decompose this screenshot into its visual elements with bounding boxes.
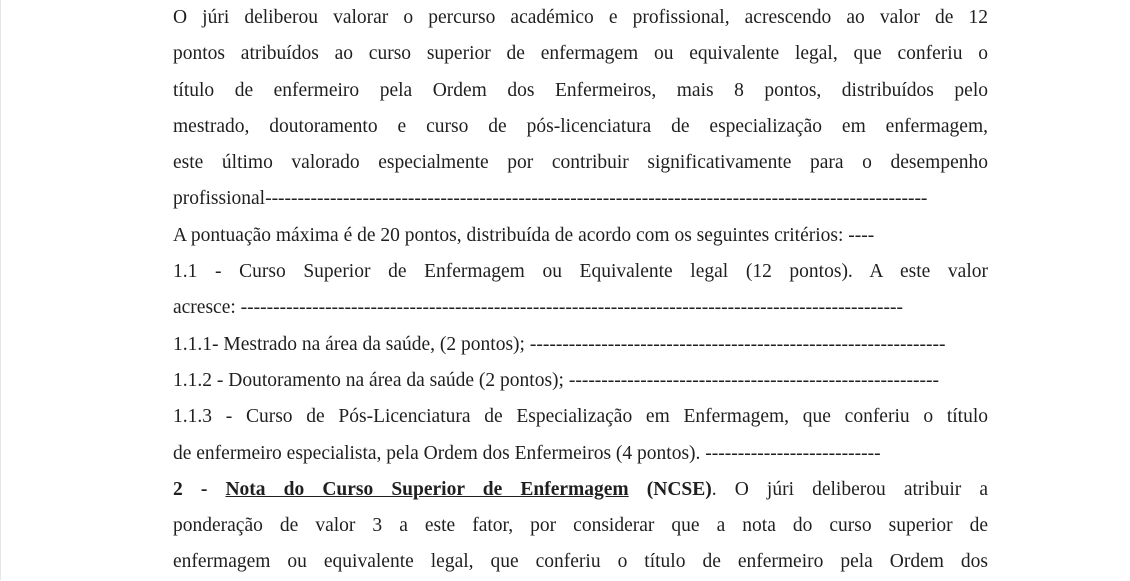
criterion-1-1-2-line: 1.1.2 - Doutoramento na área da saúde (2 pontos); ---------------------------------------------------------: [173, 369, 939, 391]
criterion-1-1-3-line: 1.1.3 - Curso de Pós-Licenciatura de Especialização em Enfermagem, que conferiu o título: [173, 406, 988, 428]
paragraph-line: O júri deliberou valorar o percurso académico e profissional, acrescendo ao valor de 12: [173, 7, 988, 28]
paragraph-line: ponderação de valor 3 a este fator, por considerar que a nota do curso superior de: [173, 515, 988, 537]
paragraph-line: este último valorado especialmente por contribuir significativamente para o desempenho: [173, 152, 988, 174]
section-2-abbrev: (NCSE): [646, 478, 712, 500]
paragraph-line: título de enfermeiro pela Ordem dos Enfermeiros, mais 8 pontos, distribuídos pelo: [173, 79, 988, 101]
section-2-number: 2 -: [173, 478, 208, 500]
section-2-text: . O júri deliberou atribuir a: [711, 478, 988, 500]
section-2-heading-line: [173, 472, 988, 508]
criterion-1-1-line: 1.1 - Curso Superior de Enfermagem ou Equivalente legal (12 pontos). A este valor: [173, 261, 988, 283]
paragraph-line: mestrado, doutoramento e curso de pós-licenciatura de especialização em enfermagem,: [173, 115, 988, 137]
criteria-intro-line: A pontuação máxima é de 20 pontos, distribuída de acordo com os seguintes critérios: ----: [173, 224, 875, 246]
paragraph-line: profissional------------------------------------------------------------------------------------------------------: [173, 188, 928, 210]
document-body: [173, 0, 988, 581]
criterion-1-1-line: acresce: ------------------------------------------------------------------------------------------------------: [173, 297, 904, 319]
criterion-1-1-1-line: 1.1.1- Mestrado na área da saúde, (2 pontos); ----------------------------------------------------------------: [173, 333, 946, 355]
paragraph-line: pontos atribuídos ao curso superior de enfermagem ou equivalente legal, que conferiu o: [173, 43, 988, 65]
paragraph-line: enfermagem ou equivalente legal, que conferiu o título de enfermeiro pela Ordem dos: [173, 551, 988, 573]
criterion-1-1-3-line: de enfermeiro especialista, pela Ordem dos Enfermeiros (4 pontos). ---------------------------: [173, 442, 881, 464]
section-2-title: Nota do Curso Superior de Enfermagem: [225, 478, 629, 500]
